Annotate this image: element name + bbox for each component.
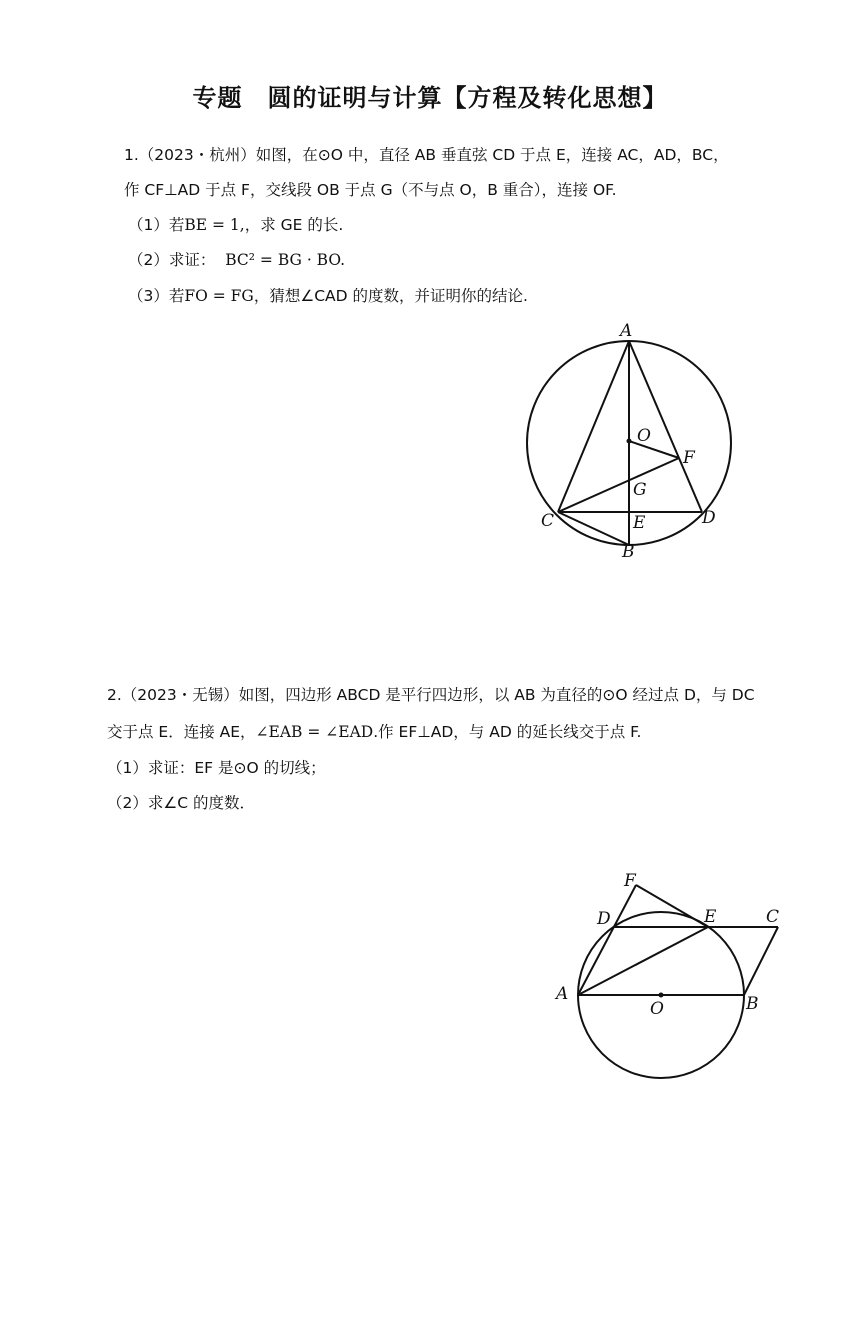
problem-1-line-1: 1.（2023・杭州）如图，在⊙O 中，直径 AB 垂直弦 CD 于点 E，连接 AC，AD，BC，	[124, 146, 729, 164]
label-b: B	[746, 994, 759, 1014]
problem-2-figure	[550, 865, 790, 1085]
label-a: A	[556, 984, 569, 1004]
label-o: O	[637, 426, 651, 446]
problem-1-question-2	[128, 250, 345, 270]
q1-prefix: （1）若	[128, 216, 185, 234]
q3-prefix: （3）若	[128, 287, 185, 305]
center-point-o	[627, 439, 632, 444]
q2-prefix: （2）求证：	[128, 251, 216, 269]
segment-ae	[578, 927, 708, 995]
label-b: B	[622, 542, 635, 560]
line2-suffix: .作 EF⊥AD，与 AD 的延长线交于点 F.	[373, 723, 642, 741]
line2-prefix: 交于点 E．连接 AE，	[107, 723, 256, 741]
label-d: D	[597, 909, 611, 929]
label-f: F	[683, 448, 695, 468]
label-f: F	[624, 871, 636, 891]
problem-1-figure	[520, 315, 750, 560]
segment-ac	[558, 341, 629, 512]
problem-1-question-1	[128, 215, 343, 235]
problem-2-question-1: （1）求证：EF 是⊙O 的切线；	[107, 759, 326, 777]
label-g: G	[633, 480, 647, 500]
problem-1-question-3	[128, 286, 528, 306]
problem-2-line-1: 2.（2023・无锡）如图，四边形 ABCD 是平行四边形，以 AB 为直径的⊙O 经过点 D，与 DC	[107, 686, 755, 704]
segment-cb	[744, 927, 778, 995]
label-d: D	[702, 508, 716, 528]
q2-math: BC² = BG · BO.	[225, 251, 346, 269]
page-title: 专题 圆的证明与计算【方程及转化思想】	[192, 84, 668, 112]
segment-af	[578, 885, 636, 995]
label-a: A	[620, 321, 633, 341]
center-point-o	[659, 993, 664, 998]
problem-2-question-2: （2）求∠C 的度数．	[107, 794, 256, 812]
segment-cb	[558, 512, 629, 545]
label-o: O	[650, 999, 664, 1019]
segment-fe	[636, 885, 708, 927]
label-c: C	[541, 511, 555, 531]
q3-suffix: ，猜想∠CAD 的度数，并证明你的结论.	[253, 287, 528, 305]
label-e: E	[704, 907, 717, 927]
q1-math: BE = 1,	[184, 216, 245, 234]
problem-2-line-2	[107, 722, 641, 742]
q1-suffix: ，求 GE 的长.	[244, 216, 344, 234]
label-c: C	[766, 907, 780, 927]
q3-math: FO = FG	[184, 287, 254, 305]
line2-math: ∠EAB = ∠EAD	[255, 723, 374, 741]
problem-1-line-2: 作 CF⊥AD 于点 F，交线段 OB 于点 G（不与点 O，B 重合），连接 OF.	[124, 181, 617, 199]
label-e: E	[633, 513, 646, 533]
